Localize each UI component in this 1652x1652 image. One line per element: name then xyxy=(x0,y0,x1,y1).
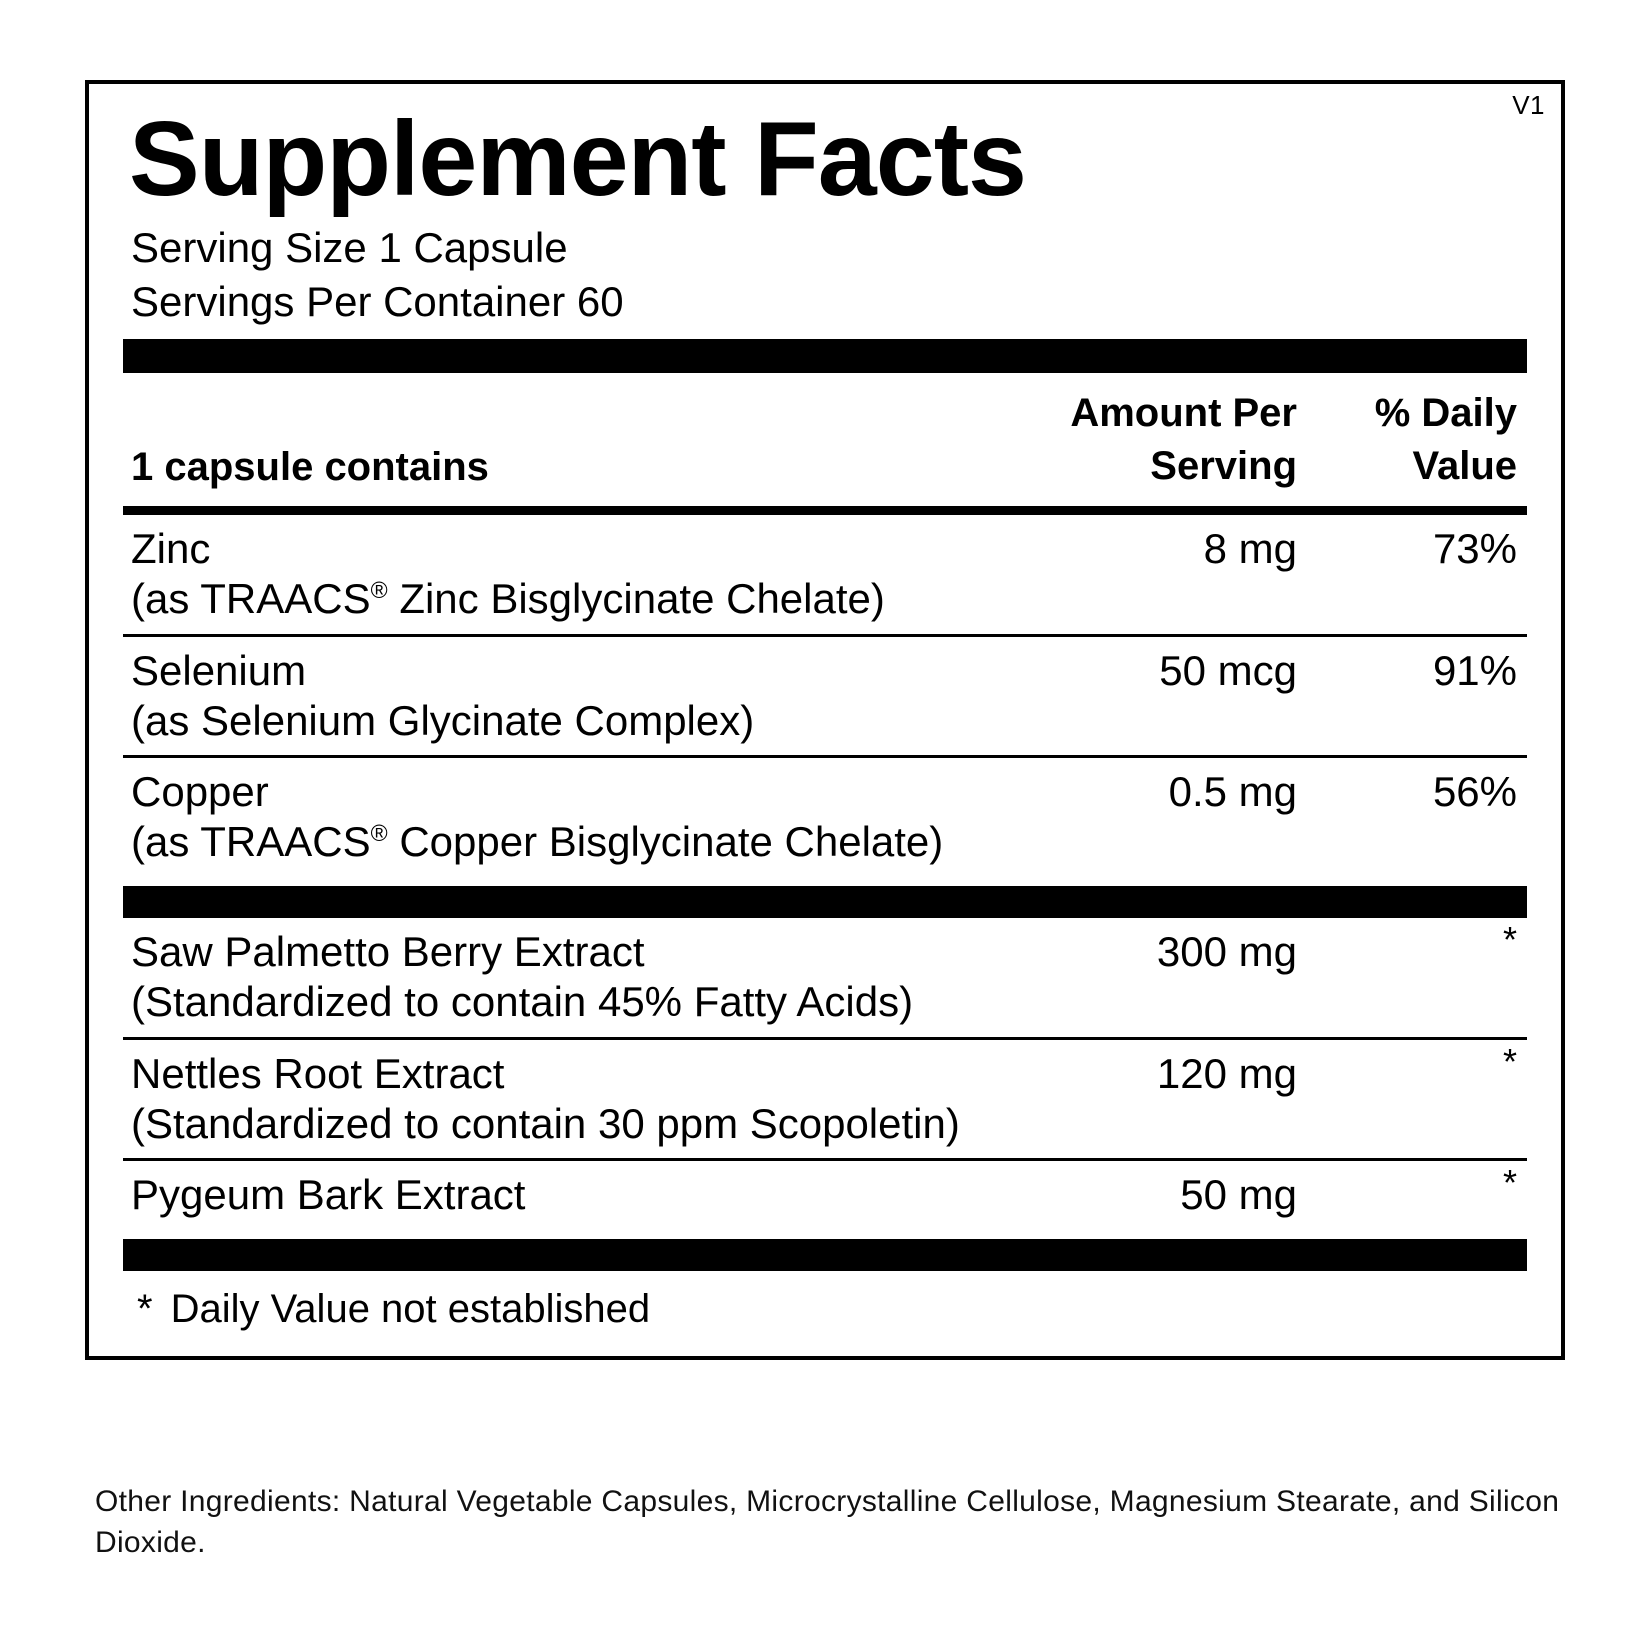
header-dv-line2: Value xyxy=(1412,443,1517,488)
nutrient-name: Copper xyxy=(131,767,269,815)
nutrient-source xyxy=(123,575,1527,623)
divider-bar-middle xyxy=(123,886,1527,918)
ingredient-name: Saw Palmetto Berry Extract xyxy=(131,928,645,976)
divider-bar-top xyxy=(123,339,1527,373)
footnote xyxy=(123,1271,1527,1338)
nutrient-name: Zinc xyxy=(131,525,211,573)
nutrient-name: Selenium xyxy=(131,646,307,694)
ingredient-name: Pygeum Bark Extract xyxy=(131,1170,526,1218)
header-amount-per-serving xyxy=(967,387,1297,493)
other-ingredients-text: Other Ingredients: Natural Vegetable Capsules, Microcrystalline Cellulose, Magnesium Stearate, and Silicon Dioxide. xyxy=(95,1485,1560,1559)
table-row xyxy=(123,918,1527,1036)
nutrient-source-post: Copper Bisglycinate Chelate) xyxy=(387,817,944,865)
nutrient-source xyxy=(123,818,1527,866)
nutrient-amount: 50 mcg xyxy=(1159,646,1297,694)
table-row xyxy=(123,758,1527,876)
nutrient-source-post: Zinc Bisglycinate Chelate) xyxy=(387,575,885,623)
table-header-row xyxy=(123,373,1527,501)
ingredient-daily-value: * xyxy=(1502,1161,1517,1203)
table-row xyxy=(123,637,1527,755)
header-amount-line2: Serving xyxy=(1150,443,1297,488)
supplement-facts-panel xyxy=(85,80,1565,1360)
header-capsule-contains: 1 capsule contains xyxy=(131,445,489,490)
footnote-star: * xyxy=(137,1286,153,1331)
serving-size-text: Serving Size 1 Capsule xyxy=(131,224,568,272)
page-title: Supplement Facts xyxy=(129,100,1026,218)
ingredient-amount: 50 mg xyxy=(1180,1170,1297,1218)
nutrient-source-pre: (as TRAACS xyxy=(131,817,371,865)
ingredient-standardization: (Standardized to contain 30 ppm Scopoletin) xyxy=(131,1099,960,1147)
nutrient-amount: 0.5 mg xyxy=(1168,767,1297,815)
header-amount-line1: Amount Per xyxy=(1070,390,1297,435)
table-row xyxy=(123,1040,1527,1158)
ingredient-daily-value: * xyxy=(1502,1040,1517,1082)
nutrient-daily-value: 56% xyxy=(1432,767,1517,815)
version-label: V1 xyxy=(1512,90,1545,120)
footnote-text: Daily Value not established xyxy=(170,1286,651,1331)
nutrient-amount: 8 mg xyxy=(1203,525,1297,573)
nutrient-daily-value: 91% xyxy=(1432,646,1517,694)
registered-trademark-icon: ® xyxy=(370,577,388,604)
ingredient-name: Nettles Root Extract xyxy=(131,1049,505,1097)
servings-per-container-text: Servings Per Container 60 xyxy=(131,278,624,326)
header-daily-value xyxy=(1297,387,1527,493)
nutrient-source-pre: (as TRAACS xyxy=(131,575,371,623)
ingredient-daily-value: * xyxy=(1502,919,1517,961)
ingredient-standardization: (Standardized to contain 45% Fatty Acids) xyxy=(131,978,914,1026)
registered-trademark-icon: ® xyxy=(370,819,388,846)
nutrient-source: (as Selenium Glycinate Complex) xyxy=(131,696,755,744)
divider-bar-bottom xyxy=(123,1239,1527,1271)
divider-header-rule xyxy=(123,506,1527,515)
table-row xyxy=(123,515,1527,633)
ingredient-amount: 120 mg xyxy=(1156,1049,1297,1097)
table-row xyxy=(123,1161,1527,1229)
nutrient-daily-value: 73% xyxy=(1432,525,1517,573)
ingredient-amount: 300 mg xyxy=(1156,928,1297,976)
header-dv-line1: % Daily xyxy=(1374,390,1517,435)
